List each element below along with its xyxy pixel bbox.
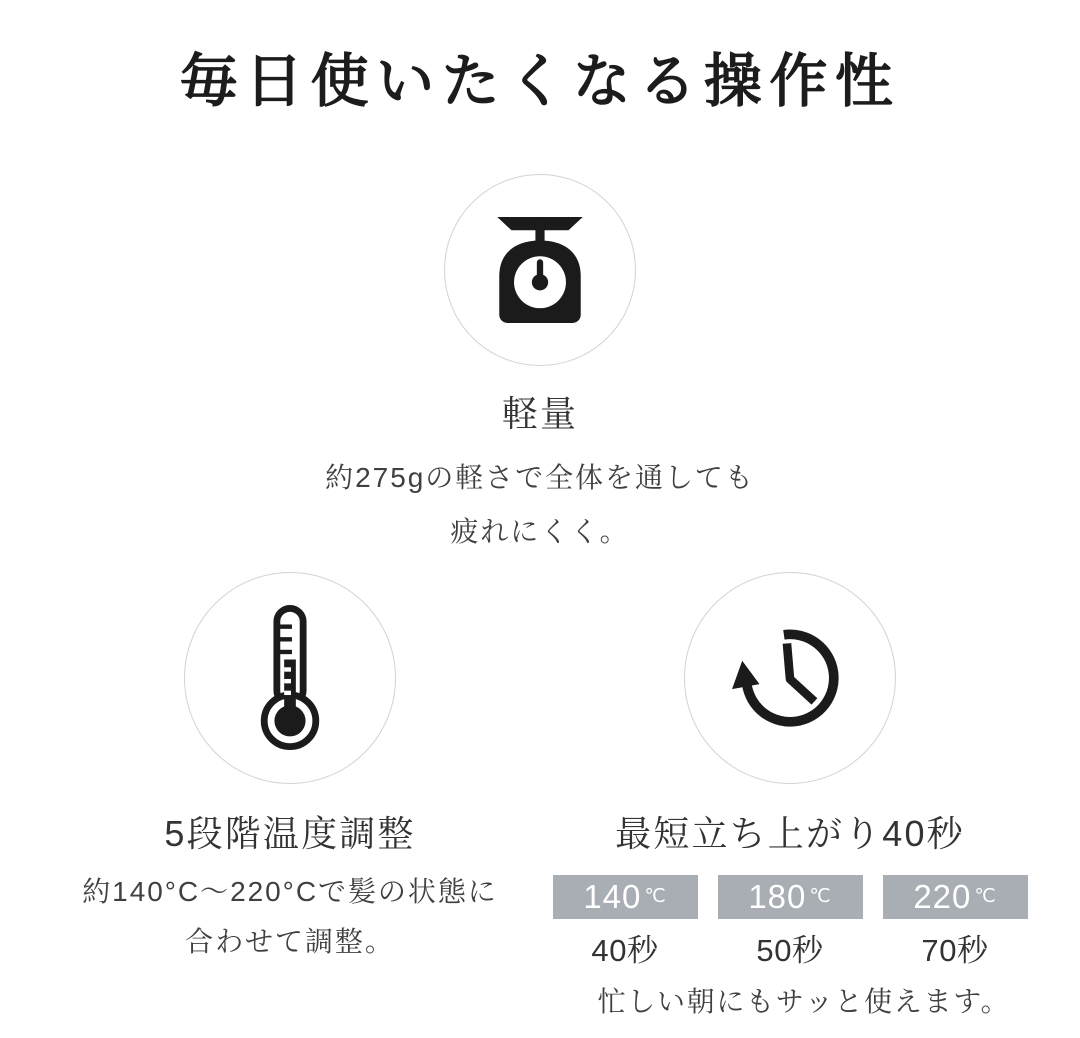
temperature-heading: 5段階温度調整 (164, 813, 416, 854)
feature-temperature (30, 572, 550, 967)
lightweight-desc-line2: 疲れにくく。 (450, 516, 630, 547)
scale-icon (494, 214, 586, 326)
temperature-icon-circle (184, 572, 396, 784)
feature-startup (530, 572, 1050, 1020)
temp-badge-value: 140 (583, 878, 642, 915)
lightweight-desc-line1: 約275gの軽さで全体を通しても (325, 462, 755, 493)
startup-icon-circle (684, 572, 896, 784)
heatup-time-180: 50秒 (756, 933, 824, 968)
history-clock-icon (729, 617, 851, 739)
temp-badge-220 (883, 875, 1028, 919)
temperature-badge-row (530, 875, 1050, 919)
temp-badge-180 (718, 875, 863, 919)
temp-badge-unit: ℃ (974, 885, 997, 907)
lightweight-icon-circle (444, 174, 636, 366)
heatup-time-220: 70秒 (921, 933, 989, 968)
temp-badge-unit: ℃ (644, 885, 667, 907)
lightweight-description (0, 451, 1080, 559)
heatup-time-row (530, 925, 1050, 970)
heatup-time-140: 40秒 (591, 933, 659, 968)
page-title: 毎日使いたくなる操作性 (179, 47, 901, 115)
lightweight-heading: 軽量 (501, 393, 579, 434)
feature-lightweight (0, 174, 1080, 559)
thermometer-icon (246, 605, 334, 751)
temperature-description (30, 867, 550, 967)
temperature-desc-line1: 約140°C～220°Cで髪の状態に (82, 876, 498, 907)
startup-heading: 最短立ち上がり40秒 (615, 813, 965, 854)
temp-badge-value: 220 (913, 878, 972, 915)
temp-badge-value: 180 (748, 878, 807, 915)
temperature-desc-line2: 合わせて調整。 (185, 926, 395, 957)
startup-note: 忙しい朝にもサッと使えます。 (597, 986, 1011, 1017)
temp-badge-unit: ℃ (809, 885, 832, 907)
temp-badge-140 (553, 875, 698, 919)
